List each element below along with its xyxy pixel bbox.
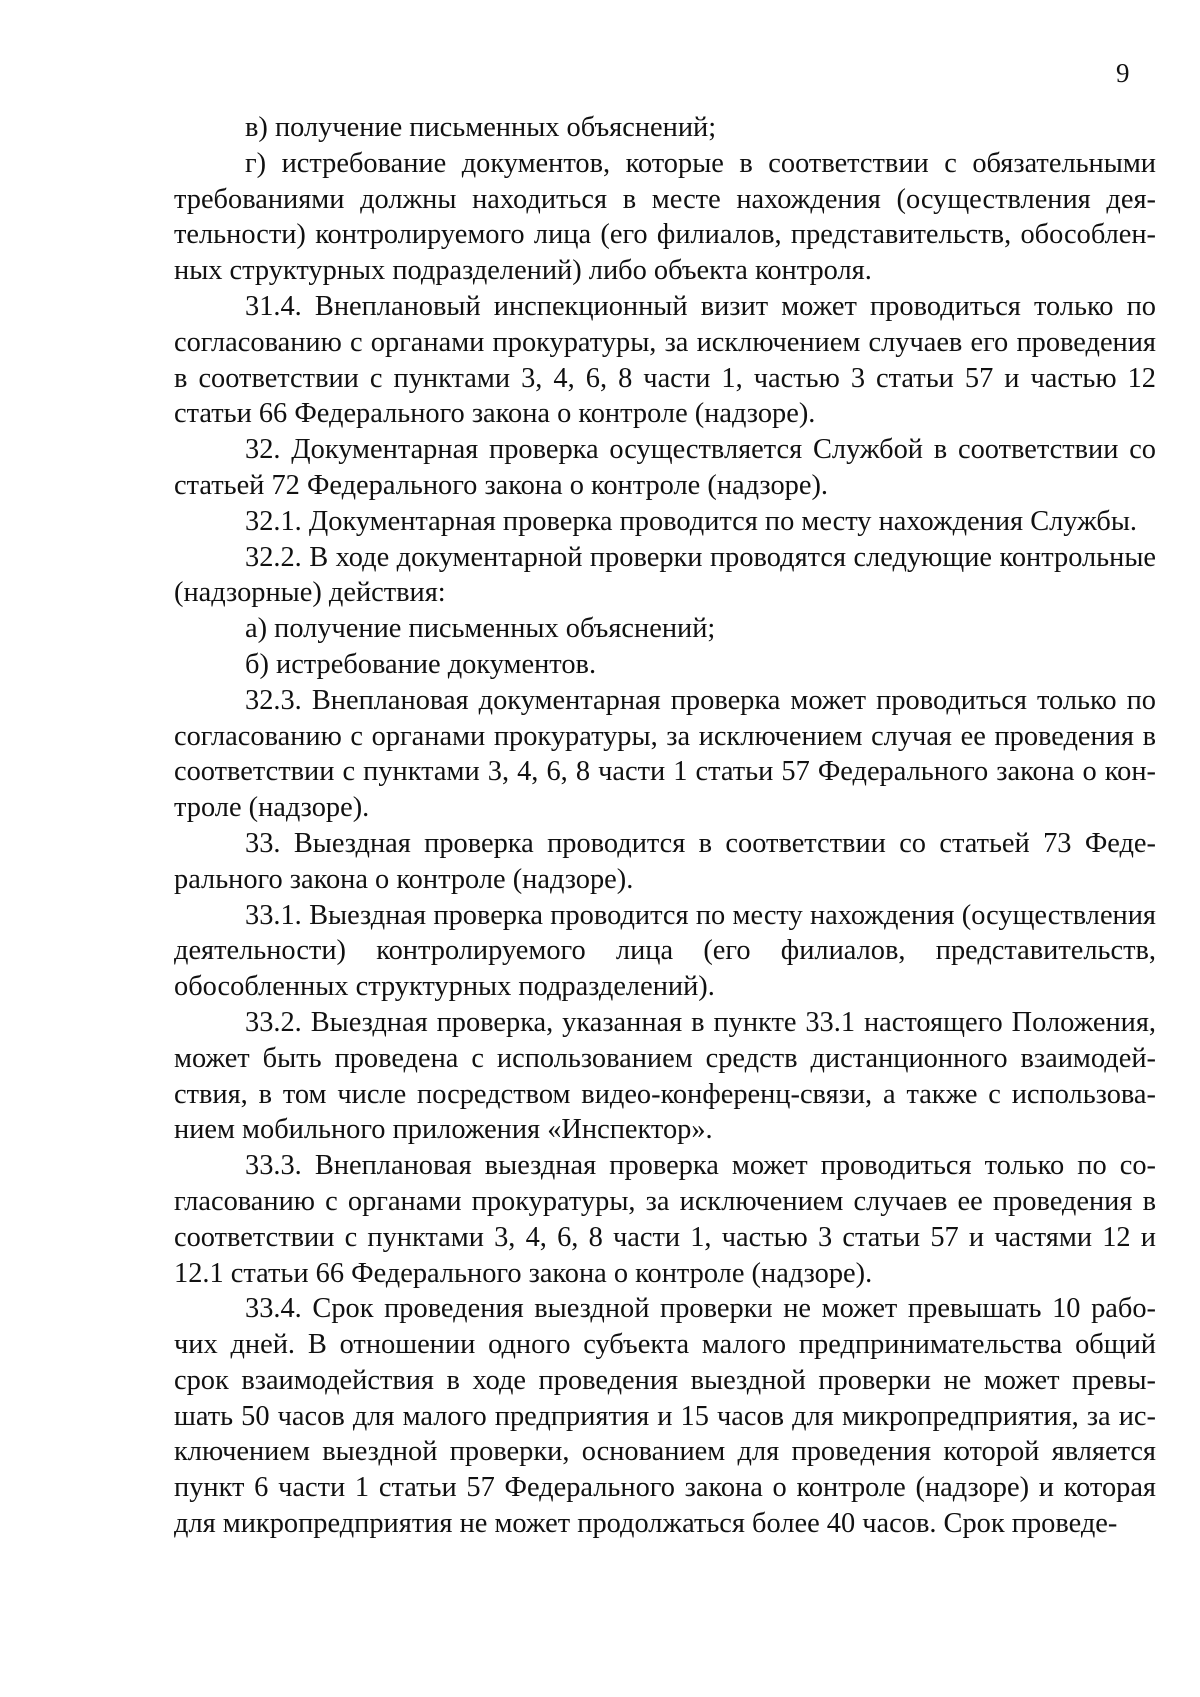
paragraph-33-1: 33.1. Выездная проверка проводится по месту нахождения (осуществления деятельности) контролируемого лица (его филиалов, представительств, обособленных структурных подразделений). — [174, 899, 1156, 1003]
document-body — [174, 110, 1156, 1542]
paragraph-32-3: 32.3. Внеплановая документарная проверка может проводиться только по согласованию с органами прокуратуры, за исключением случая ее проведения в соответствии с пунктами 3, 4, 6, 8 части 1 статьи 57 Федерального закона о контроле (надзоре). — [174, 684, 1156, 824]
paragraph-33-2: 33.2. Выездная проверка, указанная в пункте 33.1 настоящего Положения, может быть проведена с использованием средств дистанционного взаимодействия, в том числе посредством видео-конференц-связи, а также с использованием мобильного приложения «Инспектор». — [174, 1006, 1156, 1146]
paragraph-32: 32. Документарная проверка осуществляется Службой в соответствии со статьей 72 Федерального закона о контроле (надзоре). — [174, 434, 1156, 501]
paragraph-32-1: 32.1. Документарная проверка проводится по месту нахождения Службы. — [245, 505, 1137, 537]
paragraph-31-4: 31.4. Внеплановый инспекционный визит может проводиться только по согласованию с органами прокуратуры, за исключением случаев его проведения в соответствии с пунктами 3, 4, 6, 8 части 1, частью 3 статьи 57 и частью 12 статьи 66 Федерального закона о контроле (надзоре). — [174, 290, 1156, 430]
paragraph-v-written-explanations: в) получение письменных объяснений; — [245, 112, 717, 143]
paragraph-33-4: 33.4. Срок проведения выездной проверки не может превышать 10 рабочих дней. В отношении одного субъекта малого предпринимательства общий срок взаимодействия в ходе проведения выездной проверки не может превышать 50 часов для малого предприятия и 15 часов для микропредприятия, за исключением выездной проверки, основанием для проведения которой является пункт 6 части 1 статьи 57 Федерального закона о контроле (надзоре) и которая для микропредприятия не может продолжаться более 40 часов. Срок проведе- — [174, 1293, 1156, 1540]
paragraph-32-2: 32.2. В ходе документарной проверки проводятся следующие контрольные (надзорные) действия: — [174, 541, 1156, 609]
page-number: 9 — [1116, 58, 1130, 88]
paragraph-33: 33. Выездная проверка проводится в соответствии со статьей 73 Федерального закона о контроле (надзоре). — [174, 827, 1156, 895]
paragraph-33-3: 33.3. Внеплановая выездная проверка может проводиться только по согласованию с органами прокуратуры, за исключением случаев ее проведения в соответствии с пунктами 3, 4, 6, 8 части 1, частью 3 статьи 57 и частями 12 и 12.1 статьи 66 Федерального закона о контроле (надзоре). — [174, 1150, 1156, 1289]
paragraph-a-written-explanations: а) получение письменных объяснений; — [245, 613, 716, 645]
paragraph-g-document-request: г) истребование документов, которые в соответствии с обязательными требованиями должны находиться в месте нахождения (осуществления деятельности) контролируемого лица (его филиалов, представительств, обособленных структурных подразделений) либо объекта контроля. — [174, 147, 1156, 287]
paragraph-b-document-request: б) истребование документов. — [245, 648, 597, 680]
